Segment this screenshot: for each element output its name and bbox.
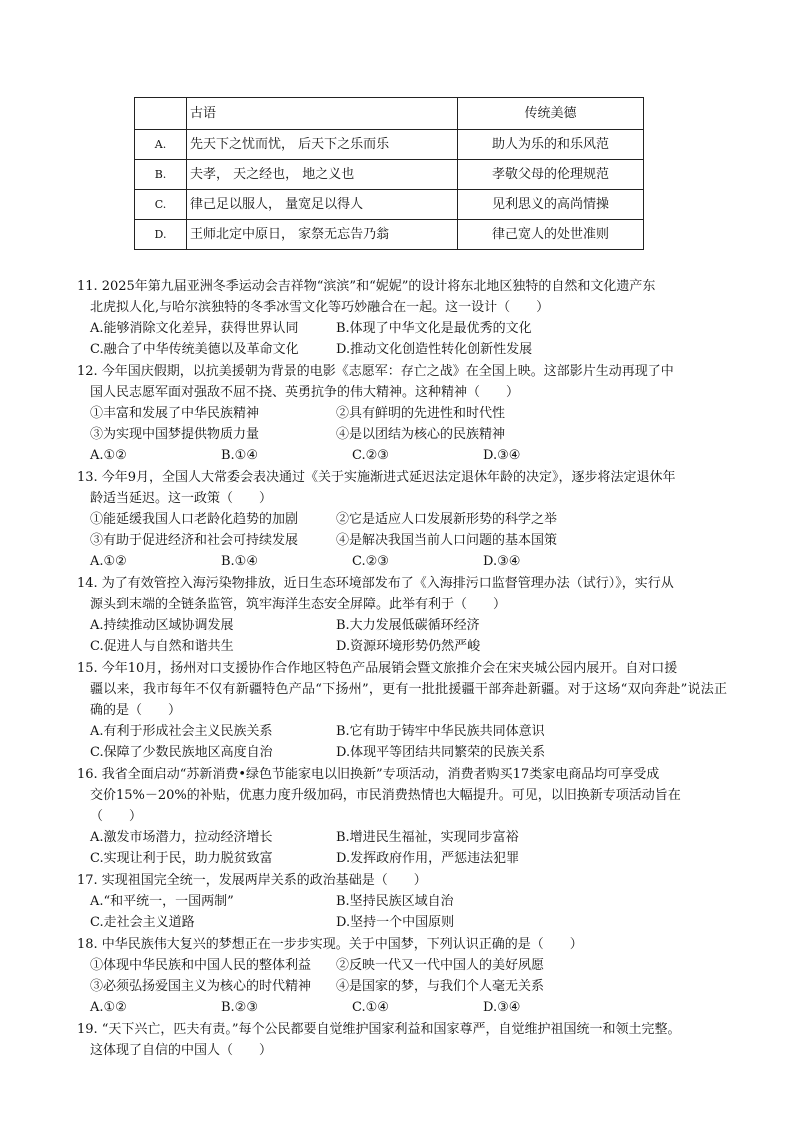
statement-2: ②它是适应人口发展新形势的科学之举 xyxy=(336,512,558,527)
question-16 xyxy=(77,764,727,869)
question-11 xyxy=(77,276,727,360)
option-c[interactable]: C.保障了少数民族地区高度自治 xyxy=(90,745,273,760)
table-cell-ancient: 律己足以服人， 量宽足以得人 xyxy=(187,190,458,220)
question-stem xyxy=(77,1019,727,1061)
option-d[interactable]: D.发挥政府作用，严惩违法犯罪 xyxy=(336,851,520,866)
option-group xyxy=(77,997,727,1018)
question-number: 14. xyxy=(77,576,98,591)
statement-1: ①丰富和发展了中华民族精神 xyxy=(90,406,260,421)
table-cell-letter: C. xyxy=(135,190,187,220)
table-cell-letter: A. xyxy=(135,130,187,160)
option-c[interactable]: C.②③ xyxy=(352,554,389,569)
question-stem xyxy=(77,764,727,806)
question-text: 今年9月，全国人大常委会表决通过《关于实施渐进式延迟法定退休年龄的决定》，逐步将法定退休年 xyxy=(101,470,676,485)
option-group xyxy=(77,445,727,466)
statement-1: ①能延缓我国人口老龄化趋势的加剧 xyxy=(90,512,299,527)
question-15 xyxy=(77,658,727,763)
option-d[interactable]: D.③④ xyxy=(483,448,521,463)
question-text-cont: 交价15%－20%的补贴，优惠力度升级加码，市民消费热情也大幅提升。可见，以旧换新专项活动旨在 xyxy=(90,788,681,803)
question-number: 17. xyxy=(77,873,98,888)
option-c[interactable]: C.①④ xyxy=(352,1000,389,1015)
option-d[interactable]: D.③④ xyxy=(483,1000,521,1015)
question-stem xyxy=(77,573,727,615)
question-number: 11. xyxy=(77,279,98,294)
table-cell-virtue: 助人为乐的和乐风范 xyxy=(458,130,644,160)
option-c[interactable]: C.走社会主义道路 xyxy=(90,915,195,930)
option-d[interactable]: D.③④ xyxy=(483,554,521,569)
statement-4: ④是国家的梦，与我们个人毫无关系 xyxy=(336,979,545,994)
question-number: 15. xyxy=(77,661,98,676)
question-14 xyxy=(77,573,727,657)
table-cell-ancient: 夫孝， 天之经也， 地之义也 xyxy=(187,160,458,190)
question-stem xyxy=(77,276,727,318)
question-18 xyxy=(77,934,727,1018)
table-cell-letter: B. xyxy=(135,160,187,190)
table-header-cell: 传统美德 xyxy=(458,98,644,130)
option-a[interactable]: A.①② xyxy=(90,554,127,569)
option-d[interactable]: D.体现平等团结共同繁荣的民族关系 xyxy=(336,745,546,760)
question-text-cont: 龄适当延迟。这一政策（ ） xyxy=(90,491,273,506)
question-number: 16. xyxy=(77,767,98,782)
statement-group xyxy=(77,403,727,445)
table-cell-ancient: 先天下之忧而忧， 后天下之乐而乐 xyxy=(187,130,458,160)
table-row xyxy=(135,220,644,250)
question-text: 实现祖国完全统一，发展两岸关系的政治基础是（ ） xyxy=(101,873,427,888)
question-number: 18. xyxy=(77,937,98,952)
question-stem xyxy=(77,870,727,891)
option-group xyxy=(77,318,727,360)
option-b[interactable]: B.①④ xyxy=(221,448,258,463)
table-header-cell: 古语 xyxy=(187,98,458,130)
option-a[interactable]: A.①② xyxy=(90,448,127,463)
option-group xyxy=(77,827,727,869)
option-c[interactable]: C.融合了中华传统美德以及革命文化 xyxy=(90,342,299,357)
statement-group xyxy=(77,509,727,551)
answer-blank: （ ） xyxy=(90,809,143,824)
option-c[interactable]: C.②③ xyxy=(352,448,389,463)
option-b[interactable]: B.坚持民族区域自治 xyxy=(336,894,454,909)
question-number: 13. xyxy=(77,470,98,485)
question-number: 12. xyxy=(77,364,98,379)
table-cell-virtue: 见利思义的高尚情操 xyxy=(458,190,644,220)
table-cell-virtue: 孝敬父母的伦理规范 xyxy=(458,160,644,190)
statement-2: ②具有鲜明的先进性和时代性 xyxy=(336,406,506,421)
statement-2: ②反映一代又一代中国人的美好夙愿 xyxy=(336,958,545,973)
option-d[interactable]: D.坚持一个中国原则 xyxy=(336,915,455,930)
question-12 xyxy=(77,361,727,466)
question-13 xyxy=(77,467,727,572)
option-d[interactable]: D.推动文化创造性转化创新性发展 xyxy=(336,342,533,357)
table-row xyxy=(135,130,644,160)
question-text-cont: 疆以来，我市每年不仅有新疆特色产品“下扬州”，更有一批批援疆干部奔赴新疆。对于这场“双向奔赴”说法正确的是（ ） xyxy=(90,682,727,718)
question-stem xyxy=(77,467,727,509)
option-b[interactable]: B.②③ xyxy=(221,1000,258,1015)
option-a[interactable]: A.有利于形成社会主义民族关系 xyxy=(90,724,273,739)
question-stem xyxy=(77,361,727,403)
question-text: 我省全面启动“苏新消费•绿色节能家电以旧换新”专项活动，消费者购买17类家电商品均可享受成 xyxy=(101,767,660,782)
statement-3: ③为实现中国梦提供物质力量 xyxy=(90,427,260,442)
option-c[interactable]: C.实现让利于民，助力脱贫致富 xyxy=(90,851,273,866)
statement-3: ③有助于促进经济和社会可持续发展 xyxy=(90,533,299,548)
question-17 xyxy=(77,870,727,933)
question-text: 2025年第九届亚洲冬季运动会吉祥物“滨滨”和“妮妮”的设计将东北地区独特的自然和文化遗产东 xyxy=(101,279,656,294)
question-text: “天下兴亡，匹夫有责。”每个公民都要自觉维护国家利益和国家尊严，自觉维护祖国统一和领土完整。 xyxy=(101,1022,681,1037)
question-number: 19. xyxy=(77,1022,98,1037)
option-b[interactable]: B.增进民生福祉，实现同步富裕 xyxy=(336,830,519,845)
statement-4: ④是解决我国当前人口问题的基本国策 xyxy=(336,533,558,548)
question-text-cont: 源头到末端的全链条监管，筑牢海洋生态安全屏障。此举有利于（ ） xyxy=(90,597,507,612)
question-stem xyxy=(77,934,727,955)
option-c[interactable]: C.促进人与自然和谐共生 xyxy=(90,639,234,654)
option-b[interactable]: B.①④ xyxy=(221,554,258,569)
table-row xyxy=(135,160,644,190)
question-text-cont: 这体现了自信的中国人（ ） xyxy=(90,1043,273,1058)
ancient-saying-virtue-table xyxy=(134,97,644,250)
option-b[interactable]: B.它有助于铸牢中华民族共同体意识 xyxy=(336,724,545,739)
option-group xyxy=(77,551,727,572)
option-group xyxy=(77,721,727,763)
question-text-cont: 北虎拟人化,与哈尔滨独特的冬季冰雪文化等巧妙融合在一起。这一设计（ ） xyxy=(90,300,550,315)
option-a[interactable]: A.①② xyxy=(90,1000,127,1015)
table-header-row xyxy=(135,98,644,130)
question-text: 为了有效管控入海污染物排放，近日生态环境部发布了《入海排污口监督管理办法（试行）》，实行从 xyxy=(101,576,674,591)
statement-3: ③必须弘扬爱国主义为核心的时代精神 xyxy=(90,979,312,994)
table-cell-virtue: 律己宽人的处世准则 xyxy=(458,220,644,250)
option-a[interactable]: A.“和平统一，一国两制” xyxy=(90,894,234,909)
option-a[interactable]: A.能够消除文化差异，获得世界认同 xyxy=(90,321,299,336)
option-b[interactable]: B.体现了中华文化是最优秀的文化 xyxy=(336,321,532,336)
option-d[interactable]: D.资源环境形势仍然严峻 xyxy=(336,639,481,654)
statement-1: ①体现中华民族和中国人民的整体利益 xyxy=(90,958,312,973)
table-cell-letter: D. xyxy=(135,220,187,250)
statement-4: ④是以团结为核心的民族精神 xyxy=(336,427,506,442)
table-header-cell xyxy=(135,98,187,130)
statement-group xyxy=(77,955,727,997)
question-list xyxy=(77,276,727,1062)
option-group xyxy=(77,615,727,657)
table-row xyxy=(135,190,644,220)
option-b[interactable]: B.大力发展低碳循环经济 xyxy=(336,618,480,633)
question-text: 今年国庆假期，以抗美援朝为背景的电影《志愿军：存亡之战》在全国上映。这部影片生动再现了中 xyxy=(101,364,674,379)
question-19 xyxy=(77,1019,727,1061)
option-a[interactable]: A.持续推动区域协调发展 xyxy=(90,618,234,633)
question-text: 中华民族伟大复兴的梦想正在一步步实现。关于中国梦，下列认识正确的是（ ） xyxy=(101,937,583,952)
question-text-cont: 国人民志愿军面对强敌不屈不挠、英勇抗争的伟大精神。这种精神（ ） xyxy=(90,385,520,400)
question-stem xyxy=(77,658,727,721)
option-group xyxy=(77,891,727,933)
option-a[interactable]: A.激发市场潜力，拉动经济增长 xyxy=(90,830,273,845)
question-text: 今年10月，扬州对口支援协作合作地区特色产品展销会暨文旅推介会在宋夹城公园内展开。自对口援 xyxy=(101,661,678,676)
table-cell-ancient: 王师北定中原日， 家祭无忘告乃翁 xyxy=(187,220,458,250)
